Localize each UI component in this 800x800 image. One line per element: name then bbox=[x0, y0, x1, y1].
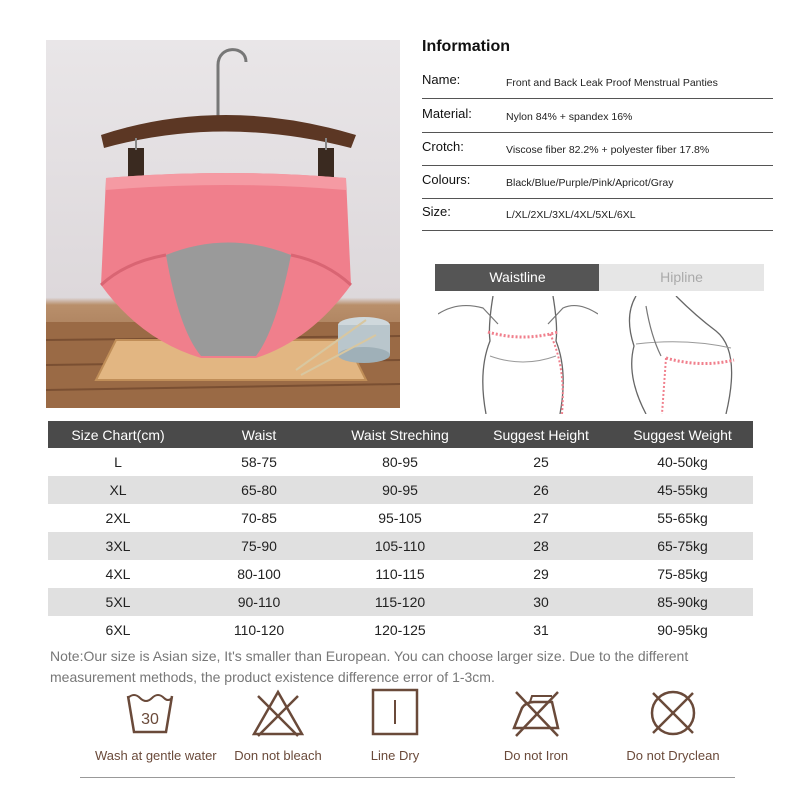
cell-size: 6XL bbox=[105, 622, 131, 638]
info-label: Crotch: bbox=[422, 139, 464, 154]
size-chart-table bbox=[48, 421, 753, 644]
info-label: Name: bbox=[422, 72, 461, 87]
cell-waist-stretching: 115-120 bbox=[330, 588, 470, 616]
info-value: L/XL/2XL/3XL/4XL/5XL/6XL bbox=[506, 209, 636, 221]
cell-waist: 110-120 bbox=[233, 622, 285, 638]
cell-height: 29 bbox=[533, 566, 549, 582]
cell-waist: 80-100 bbox=[237, 566, 281, 582]
cell-height: 25 bbox=[533, 454, 549, 470]
info-label: Size: bbox=[422, 204, 451, 219]
info-title: Information bbox=[422, 38, 510, 55]
table-row bbox=[48, 560, 753, 588]
product-photo bbox=[46, 40, 400, 408]
table-header-row bbox=[48, 421, 753, 448]
info-row-crotch bbox=[422, 133, 773, 166]
cell-waist: 65-80 bbox=[188, 476, 330, 504]
info-value: Black/Blue/Purple/Pink/Apricot/Gray bbox=[506, 177, 674, 189]
column-header: Suggest Height bbox=[470, 421, 612, 448]
care-item-no-dryclean bbox=[618, 688, 728, 763]
cell-weight: 85-90kg bbox=[612, 588, 753, 616]
care-label: Do not Iron bbox=[503, 748, 569, 763]
cell-size: 5XL bbox=[48, 588, 188, 616]
cell-size: XL bbox=[48, 476, 188, 504]
info-value: Nylon 84% + spandex 16% bbox=[506, 111, 633, 123]
cell-waist-stretching: 120-125 bbox=[374, 622, 426, 638]
column-header: Waist bbox=[188, 421, 330, 448]
cell-waist-stretching: 95-105 bbox=[378, 510, 422, 526]
waistline-measure-figure bbox=[438, 296, 598, 414]
no-bleach-icon bbox=[252, 688, 304, 738]
table-row bbox=[48, 532, 753, 560]
info-label: Colours: bbox=[422, 172, 471, 187]
info-row-material bbox=[422, 100, 773, 133]
cell-weight: 40-50kg bbox=[657, 454, 708, 470]
cell-waist: 75-90 bbox=[188, 532, 330, 560]
care-label: Wash at gentle water bbox=[95, 748, 217, 763]
cell-weight: 65-75kg bbox=[612, 532, 753, 560]
care-item-no-bleach bbox=[223, 688, 333, 763]
care-item-line-dry bbox=[340, 688, 450, 763]
care-label: Don not bleach bbox=[234, 748, 322, 763]
care-label: Do not Dryclean bbox=[626, 748, 720, 763]
cell-waist: 58-75 bbox=[241, 454, 277, 470]
cell-height: 27 bbox=[533, 510, 549, 526]
cell-waist-stretching: 90-95 bbox=[330, 476, 470, 504]
cell-waist-stretching: 80-95 bbox=[382, 454, 418, 470]
cell-height: 31 bbox=[533, 622, 549, 638]
cell-size: L bbox=[114, 454, 122, 470]
cell-size: 4XL bbox=[105, 566, 131, 582]
size-note: Note:Our size is Asian size, It's smaller than European. You can choose larger size. Due to the different measurement methods, the product existence difference error of 1-3cm. bbox=[50, 648, 689, 685]
table-row bbox=[48, 448, 753, 476]
care-item-wash bbox=[95, 688, 217, 763]
column-header: Waist Streching bbox=[330, 421, 470, 448]
cell-waist: 70-85 bbox=[241, 510, 277, 526]
tab-waistline[interactable]: Waistline bbox=[435, 264, 600, 291]
table-row bbox=[48, 476, 753, 504]
info-value: Front and Back Leak Proof Menstrual Panties bbox=[506, 77, 718, 89]
no-iron-icon bbox=[508, 688, 564, 738]
cell-weight: 75-85kg bbox=[657, 566, 708, 582]
cell-height: 28 bbox=[470, 532, 612, 560]
info-value: Viscose fiber 82.2% + polyester fiber 17.8% bbox=[506, 144, 710, 156]
cell-weight: 90-95kg bbox=[657, 622, 708, 638]
cell-waist: 90-110 bbox=[188, 588, 330, 616]
wash-temp-label: 30 bbox=[141, 711, 159, 728]
table-row bbox=[48, 616, 753, 644]
info-row-size bbox=[422, 198, 773, 231]
care-item-no-iron bbox=[481, 688, 591, 763]
column-header: Size Chart(cm) bbox=[48, 421, 188, 448]
info-row-colours bbox=[422, 166, 773, 199]
column-header: Suggest Weight bbox=[612, 421, 753, 448]
cell-height: 26 bbox=[470, 476, 612, 504]
care-divider bbox=[80, 777, 735, 778]
care-label: Line Dry bbox=[370, 748, 420, 763]
cell-size: 2XL bbox=[105, 510, 131, 526]
table-row bbox=[48, 504, 753, 532]
table-row bbox=[48, 588, 753, 616]
tab-hipline[interactable]: Hipline bbox=[599, 264, 764, 291]
no-dryclean-icon bbox=[647, 688, 699, 738]
cell-waist-stretching: 105-110 bbox=[330, 532, 470, 560]
cell-weight: 55-65kg bbox=[657, 510, 708, 526]
line-dry-icon bbox=[369, 688, 421, 738]
cell-height: 30 bbox=[470, 588, 612, 616]
wash-30-icon bbox=[124, 688, 176, 738]
hipline-measure-figure bbox=[606, 296, 766, 414]
cell-weight: 45-55kg bbox=[612, 476, 753, 504]
info-row-name bbox=[422, 66, 773, 99]
cell-waist-stretching: 110-115 bbox=[375, 566, 425, 582]
panties-on-hanger-illustration bbox=[46, 40, 400, 408]
cell-size: 3XL bbox=[48, 532, 188, 560]
info-label: Material: bbox=[422, 106, 472, 121]
